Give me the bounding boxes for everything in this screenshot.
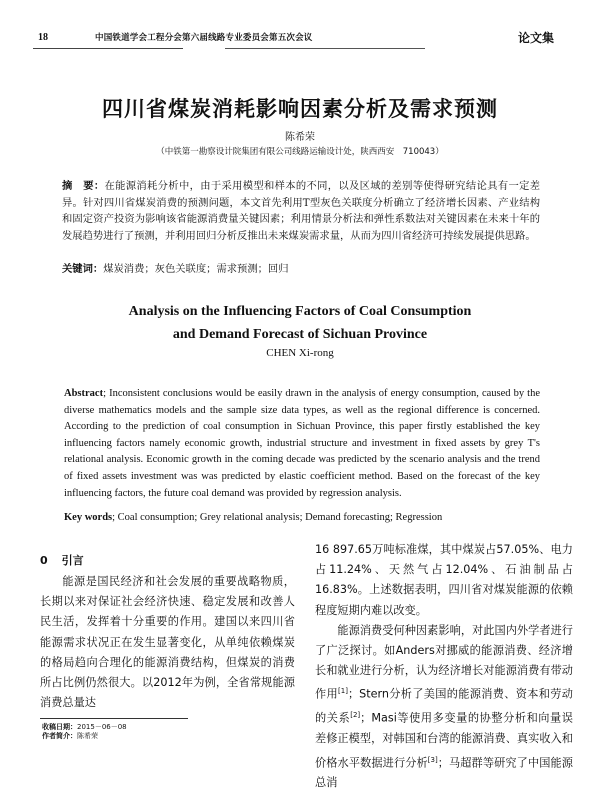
affiliation-cn: （中铁第一勘察设计院集团有限公司线路运输设计处，陕西西安 710043） xyxy=(156,147,444,157)
running-header-conference: 中国铁道学会工程分会第六届线路专业委员会第五次会议 xyxy=(95,33,313,43)
received-date xyxy=(42,723,127,732)
section-number: 0 xyxy=(40,554,48,567)
abstract-en-text: ; Inconsistent conclusions would be easily drawn in the analysis of energy consumption, caused by the diverse mathematics models and the sample size data types, as well as the regional difference is concerned. According to the prediction of coal consumption in Sichuan Province, this paper firstly established the key influencing factors namely economic growth, industrial structure and investment in fixed assets by grey T's relational analysis. Economic growth in the coming decade was predicted by the scenario analysis and the trend of fixed assets investment was was predicted by elastic coefficient method. Based on the forecast of the key influencing factors, the future coal demand was provided by regression analysis. xyxy=(64,388,540,499)
abstract-en xyxy=(64,386,540,502)
body-text: 能源消费受何种因素影响，对此国内外学者进行了广泛探讨。如Anders对挪威的能源消费、经济增长和就业进行分析，认为经济增长对能源消费有带动作用 xyxy=(315,623,573,702)
author-en: CHEN Xi-rong xyxy=(266,347,334,359)
body-column-right xyxy=(315,540,573,794)
body-text: ；Masi等使用多变量的协整分析和向量误差修正模型，对韩国和台湾的能源消费、真实收入和价格水平数据进行分析 xyxy=(315,712,573,770)
author-cn: 陈希荣 xyxy=(285,132,315,143)
keywords-en-label: Key words xyxy=(64,512,113,523)
body-text: ；马超群等研究了中国能源总消 xyxy=(315,756,573,790)
footnote xyxy=(42,723,127,741)
citation-ref[interactable]: [1] xyxy=(338,687,348,696)
body-paragraph xyxy=(315,621,573,794)
keywords-cn-label: 关键词： xyxy=(62,263,104,275)
running-header-tag: 论文集 xyxy=(517,31,554,45)
paper-title-en-line1: Analysis on the Influencing Factors of Coal Consumption xyxy=(128,304,472,319)
paper-title-en-line2: and Demand Forecast of Sichuan Province xyxy=(172,327,428,342)
footnote-rule xyxy=(40,718,188,719)
author-bio xyxy=(42,732,127,741)
citation-ref[interactable]: [2] xyxy=(350,711,361,720)
abstract-en-label: Abstract xyxy=(64,388,104,399)
paper-title-cn: 四川省煤炭消耗影响因素分析及需求预测 xyxy=(102,96,498,121)
keywords-cn xyxy=(62,261,540,278)
keywords-en xyxy=(64,512,540,523)
author-bio-label: 作者简介： xyxy=(42,732,77,740)
page-number: 18 xyxy=(38,32,48,43)
author-bio-value: 陈希荣 xyxy=(77,732,98,740)
header-rule-left xyxy=(33,48,183,49)
abstract-cn-text: 在能源消耗分析中，由于采用模型和样本的不同，以及区域的差别等使得研究结论具有一定差异。针对四川省煤炭消费的预测问题，本文首先利用T型灰色关联度分析确立了经济增长因素、产业结构和固定资产投资为影响该省能源消费量关键因素；利用情景分析法和弹性系数法对关键因素在未来十年的发展趋势进行了预测，并利用回归分析反推出未来煤炭需求量，从而为四川省经济可持续发展提供思路。 xyxy=(62,180,541,242)
body-column-left xyxy=(40,572,295,713)
header-rule-right xyxy=(225,48,425,49)
body-paragraph: 能源是国民经济和社会发展的重要战略物质，长期以来对保证社会经济快速、稳定发展和改善人民生活，发挥着十分重要的作用。建国以来四川省能源需求状况正在发生显著变化，从单纯依赖煤炭的格局趋向合理化的能源消费结构，但煤炭的消费所占比例仍然很大。以2012年为例，全省常规能源消费总量达 xyxy=(40,575,295,710)
received-date-label: 收稿日期： xyxy=(42,723,77,731)
abstract-cn-label: 摘 要： xyxy=(62,180,105,192)
abstract-cn xyxy=(62,178,540,244)
section-title: 引言 xyxy=(61,554,84,567)
keywords-en-text: ; Coal consumption; Grey relational analysis; Demand forecasting; Regression xyxy=(112,512,443,523)
section-heading xyxy=(40,552,84,568)
received-date-value: 2015－06－08 xyxy=(77,723,127,731)
citation-ref[interactable]: [3] xyxy=(427,755,438,764)
body-text: ；Stern分析了美国的能源消费、资本和劳动的关系 xyxy=(315,688,573,726)
body-paragraph: 16 897.65万吨标准煤，其中煤炭占57.05%、电力占11.24%、天然气占12.04%、石油制品占16.83%。上述数据表明，四川省对煤炭能源的依赖程度短期内难以改变。 xyxy=(315,543,573,617)
paper-title-en xyxy=(0,300,600,346)
keywords-cn-text: 煤炭消费；灰色关联度；需求预测；回归 xyxy=(103,263,289,275)
